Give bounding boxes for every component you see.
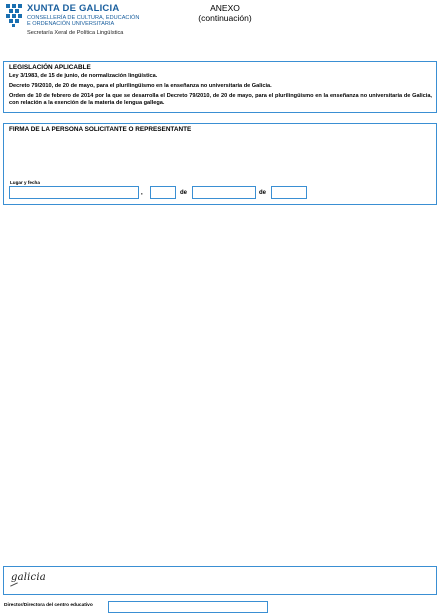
legislation-item: Ley 3/1983, de 15 de junio, de normalización lingüística. [9, 73, 158, 79]
year-input[interactable] [271, 186, 307, 199]
xunta-emblem-icon [6, 4, 23, 27]
legislation-section [3, 61, 437, 113]
director-input[interactable] [108, 601, 268, 613]
signature-title: FIRMA DE LA PERSONA SOLICITANTE O REPRESENTANTE [9, 126, 192, 133]
anexo-heading [190, 4, 260, 23]
day-input[interactable] [150, 186, 176, 199]
legislation-title: LEGISLACIÓN APLICABLE [9, 64, 91, 71]
xunta-logo [6, 3, 146, 35]
director-label: Director/Directora del centro educativo [4, 603, 93, 608]
org-title: XUNTA DE GALICIA [27, 3, 120, 14]
legislation-item: Orden de 10 de febrero de 2014 por la que se desarrolla el Decreto 79/2010, de 20 de mayo, para el plurilingüismo en la enseñanza no universitaria de Galicia, con relación a la exención de la materia de lengua gallega. [9, 93, 432, 106]
signature-section [3, 123, 437, 205]
org-line-2: E ORDENACIÓN UNIVERSITARIA [27, 21, 115, 27]
comma-separator: , [141, 190, 143, 196]
place-date-label: Lugar y fecha [10, 180, 40, 185]
org-subtitle: Secretaría Xeral de Política Lingüística [27, 30, 124, 36]
org-line-1: CONSELLERÍA DE CULTURA, EDUCACIÓN [27, 15, 140, 21]
anexo-subtitle: (continuación) [198, 12, 252, 23]
place-input[interactable] [9, 186, 139, 199]
de-separator-2: de [259, 190, 267, 196]
legislation-item: Decreto 79/2010, de 20 de mayo, para el plurilingüismo en la enseñanza no universitaria de Galicia. [9, 83, 272, 89]
galicia-footer-box [3, 566, 437, 595]
month-input[interactable] [192, 186, 256, 199]
de-separator-1: de [180, 190, 188, 196]
galicia-logo: galicia [11, 572, 46, 583]
anexo-title: ANEXO [210, 3, 240, 13]
